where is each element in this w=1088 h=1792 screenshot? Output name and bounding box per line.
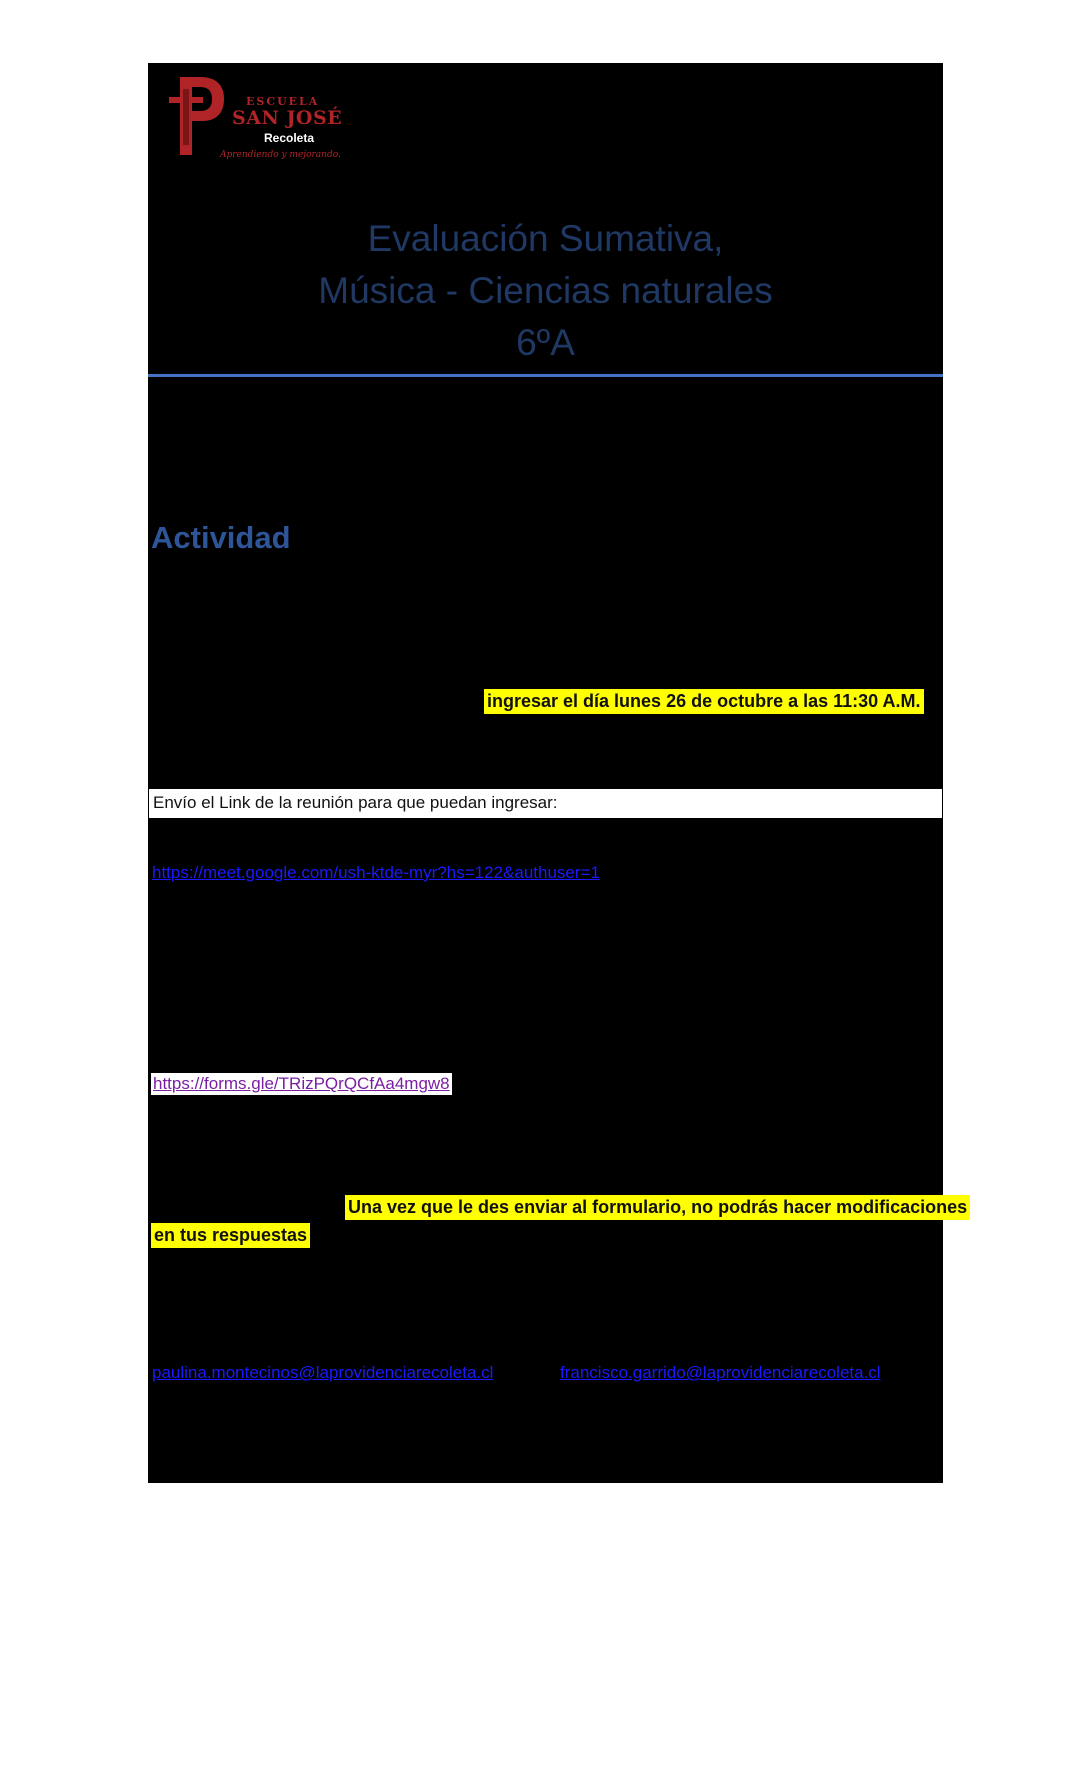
document-page (148, 63, 968, 1483)
title-line-3: 6ºA (516, 322, 575, 363)
email-link-francisco[interactable]: francisco.garrido@laprovidenciarecoleta.cl (560, 1363, 881, 1382)
email-link-paulina[interactable]: paulina.montecinos@laprovidenciarecoleta.cl (152, 1363, 494, 1382)
logo-school-name: SAN JOSÉ (232, 107, 343, 129)
warning-text-line-1: Una vez que le des enviar al formulario, no podrás hacer modificaciones (345, 1195, 970, 1220)
highlighted-date: ingresar el día lunes 26 de octubre a las 11:30 A.M. (484, 689, 924, 714)
cross-p-emblem-icon (162, 67, 232, 163)
meeting-intro-box (148, 788, 943, 819)
meet-link[interactable]: https://meet.google.com/ush-ktde-myr?hs=122&authuser=1 (152, 863, 600, 882)
logo-city-text: Recoleta (264, 131, 315, 145)
forms-link[interactable]: https://forms.gle/TRizPQrQCfAa4mgw8 (153, 1074, 450, 1093)
logo-escuela-text: ESCUELA (246, 95, 320, 108)
forms-link-box (151, 1073, 452, 1095)
school-logo (162, 67, 362, 163)
logo-tagline: Aprendiendo y mejorando. (220, 150, 341, 160)
title-divider (148, 374, 943, 377)
page-title (148, 213, 943, 369)
warning-text-line-2: en tus respuestas (151, 1223, 310, 1248)
section-heading: Actividad (151, 520, 291, 555)
title-line-2: Música - Ciencias naturales (318, 270, 773, 311)
title-line-1: Evaluación Sumativa, (367, 218, 724, 259)
meeting-intro-text: Envío el Link de la reunión para que puedan ingresar: (153, 793, 558, 812)
